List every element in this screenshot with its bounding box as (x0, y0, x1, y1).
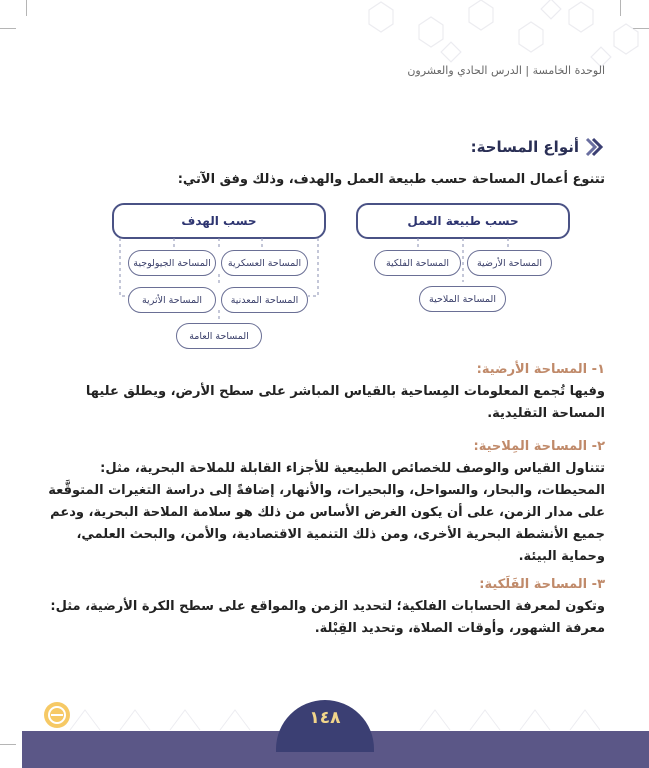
section-title (471, 136, 605, 158)
diagram-header-by-goal-label: حسب الهدف (181, 214, 257, 228)
diagram-item-military: المساحة العسكرية (221, 250, 308, 276)
text-line: تتناول القياس والوصف للخصائص الطبيعية للأجزاء القابلة للملاحة البحرية، مثل: (100, 461, 605, 476)
diagram-item-geological: المساحة الجيولوجية (128, 250, 216, 276)
crop-mark (0, 744, 16, 745)
text-line: معرفة الشهور، وأوقات الصلاة، وتحديد القِبْلة. (314, 621, 605, 636)
text-line: وفيها تُجمع المعلومات المِساحية بالقياس المباشر على سطح الأرض، ويطلق عليها (85, 384, 605, 399)
section-heading-ground: ١- المساحة الأرضية: (476, 362, 605, 377)
text-line: المحيطات، والبحار، والسواحل، والبحيرات، والأنهار، إضافةً إلى دراسة التغيرات المتوقَّعة (48, 483, 605, 498)
diagram-item-mining: المساحة المعدنية (221, 287, 308, 313)
section-body-astronomical (35, 596, 605, 640)
emblem-icon (42, 700, 72, 730)
diagram-item-astronomical: المساحة الفلكية (374, 250, 461, 276)
diagram-item-general: المساحة العامة (176, 323, 262, 349)
diagram-header-by-goal (112, 203, 326, 239)
double-chevron-icon (583, 136, 605, 158)
section-body-navigational (35, 458, 605, 568)
section-heading-navigational: ٢- المساحة المِلاحية: (473, 439, 605, 454)
crop-mark (26, 0, 27, 16)
section-heading-astronomical: ٣- المساحة الفَلَكية: (479, 577, 605, 592)
intro-text: تتنوع أعمال المساحة حسب طبيعة العمل والهدف، وذلك وفق الآتي: (177, 172, 605, 187)
running-head (407, 64, 605, 77)
running-head-text: الوحدة الخامسة | الدرس الحادي والعشرون (407, 64, 605, 77)
section-body-ground (35, 381, 605, 425)
diagram-header-by-work-label: حسب طبيعة العمل (407, 214, 519, 228)
diagram-header-by-work (356, 203, 570, 239)
geometric-pattern-decoration (349, 0, 649, 70)
diagram-item-ground: المساحة الأرضية (467, 250, 552, 276)
text-line: جميع الأنشطة البحرية الأخرى، ومن ذلك التنمية الاقتصادية، والأمن، والبحث العلمي، (76, 527, 605, 542)
text-line: المساحة التقليدية. (487, 406, 605, 421)
text-line: على مدار الزمن، على أن يكون الغرض الأساس من ذلك هو سلامة الملاحة البحرية، ودعم (50, 505, 605, 520)
diagram-item-archaeological: المساحة الأثرية (128, 287, 216, 313)
diagram-item-navigational: المساحة الملاحية (419, 286, 506, 312)
text-line: وحماية البيئة. (518, 549, 605, 564)
section-title-text: أنواع المساحة: (470, 138, 579, 156)
text-line: وتكون لمعرفة الحسابات الفلكية؛ لتحديد الزمن والمواقع على سطح الكرة الأرضية، مثل: (50, 599, 605, 614)
crop-mark (0, 28, 16, 29)
page-number: ١٤٨ (309, 708, 341, 728)
